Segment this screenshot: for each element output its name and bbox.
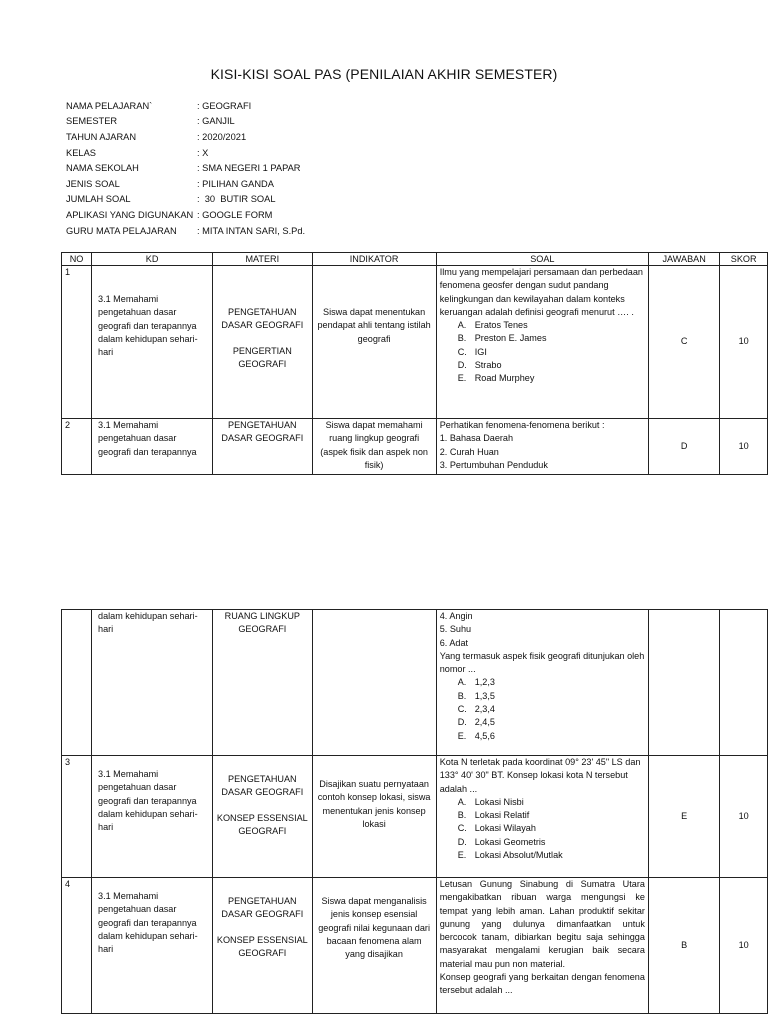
cell-jawaban — [648, 610, 719, 756]
option-item — [458, 822, 645, 835]
cell-skor: 10 — [720, 266, 768, 419]
cell-jawaban: C — [648, 266, 719, 419]
cell-soal — [436, 756, 648, 878]
option-text: Road Murphey — [474, 373, 535, 384]
kd-text: 3.1 Memahami pengetahuan dasar geografi dan terapannya — [98, 420, 197, 457]
cell-no: 4 — [62, 878, 92, 1014]
info-row — [66, 145, 305, 161]
info-label: NAMA PELAJARAN` — [66, 100, 153, 111]
option-letter: D. — [457, 717, 467, 728]
cell-kd — [92, 266, 213, 419]
cell-skor: 10 — [720, 756, 768, 878]
table-header-row — [62, 253, 768, 266]
cell-materi — [213, 419, 312, 475]
cell-kd — [92, 419, 213, 475]
option-item — [458, 796, 645, 809]
soal-question: Konsep geografi yang berkaitan dengan fenomena tersebut adalah ... — [439, 972, 645, 996]
info-row — [66, 160, 305, 176]
option-letter: B. — [457, 333, 467, 344]
info-row — [66, 192, 305, 208]
indikator-text: Disajikan suatu pernyataan contoh konsep lokasi, siswa menentukan jenis konsep lokasi — [317, 779, 431, 829]
materi-secondary: PENGERTIAN GEOGRAFI — [232, 345, 292, 369]
cell-indikator — [312, 266, 436, 419]
info-value: : GANJIL — [197, 116, 235, 127]
info-row — [66, 129, 305, 145]
header-soal: SOAL — [436, 253, 648, 266]
info-value: : MITA INTAN SARI, S.Pd. — [197, 225, 306, 236]
option-text: 1,3,5 — [474, 690, 495, 701]
soal-line: 4. Angin — [439, 611, 473, 621]
option-item — [458, 716, 645, 729]
table-row — [62, 756, 768, 878]
option-text: Preston E. James — [474, 333, 547, 344]
info-label: JUMLAH SOAL — [66, 194, 131, 205]
option-letter: E. — [457, 850, 467, 861]
info-value: : GEOGRAFI — [197, 100, 252, 111]
soal-line: Perhatikan fenomena-fenomena berikut : — [439, 420, 605, 430]
materi-primary: PENGETAHUAN DASAR GEOGRAFI — [221, 896, 304, 920]
option-text: IGI — [474, 346, 487, 357]
cell-materi — [213, 610, 312, 756]
info-value: : 30 BUTIR SOAL — [197, 194, 276, 205]
identity-block — [66, 98, 305, 238]
cell-soal — [436, 610, 648, 756]
cell-kd — [92, 878, 213, 1014]
soal-stem: Ilmu yang mempelajari persamaan dan perbedaan fenomena geosfer dengan sudut pandang kelingkungan dan kewilayahan dalam konteks keruangan adalah definisi geografi menurut …. . — [439, 267, 643, 317]
option-letter: A. — [457, 677, 467, 688]
info-label: APLIKASI YANG DIGUNAKAN — [66, 209, 194, 220]
option-item — [458, 690, 645, 703]
option-item — [458, 319, 645, 332]
indikator-text: Siswa dapat menentukan pendapat ahli tentang istilah geografi — [317, 307, 431, 344]
cell-materi — [213, 756, 312, 878]
option-text: Lokasi Nisbi — [474, 796, 524, 807]
option-item — [458, 332, 645, 345]
header-jawaban: JAWABAN — [648, 253, 719, 266]
option-text: 4,5,6 — [474, 730, 495, 741]
option-letter: A. — [457, 320, 467, 331]
kd-text: 3.1 Memahami pengetahuan dasar geografi dan terapannya dalam kehidupan sehari-hari — [98, 769, 198, 833]
option-text: 1,2,3 — [474, 677, 495, 688]
header-materi: MATERI — [213, 253, 312, 266]
info-value: : X — [197, 147, 209, 158]
option-text: 2,3,4 — [474, 704, 495, 715]
cell-no: 1 — [62, 266, 92, 419]
option-item — [458, 849, 645, 862]
cell-soal — [436, 878, 648, 1014]
kd-text: 3.1 Memahami pengetahuan dasar geografi dan terapannya dalam kehidupan sehari-hari — [98, 294, 198, 358]
option-text: Lokasi Relatif — [474, 810, 530, 821]
info-label: NAMA SEKOLAH — [66, 163, 139, 174]
info-label: JENIS SOAL — [66, 178, 120, 189]
info-row — [66, 223, 305, 239]
option-item — [458, 703, 645, 716]
materi-primary: PENGETAHUAN DASAR GEOGRAFI — [221, 307, 304, 331]
option-letter: D. — [457, 360, 467, 371]
cell-soal — [436, 266, 648, 419]
option-list — [440, 319, 645, 385]
table-row — [62, 266, 768, 419]
option-letter: C. — [457, 704, 467, 715]
soal-stem: Kota N terletak pada koordinat 09° 23' 45" LS dan 133° 40' 30" BT. Konsep lokasi kota N tersebut adalah ... — [439, 757, 641, 794]
info-label: TAHUN AJARAN — [66, 131, 137, 142]
option-letter: A. — [457, 796, 467, 807]
soal-line: 1. Bahasa Daerah — [439, 433, 514, 444]
cell-skor — [720, 610, 768, 756]
info-value: : SMA NEGERI 1 PAPAR — [197, 163, 301, 174]
option-letter: C. — [457, 346, 467, 357]
soal-line: 2. Curah Huan — [439, 446, 499, 457]
option-letter: B. — [457, 810, 467, 821]
cell-skor: 10 — [720, 878, 768, 1014]
header-skor: SKOR — [720, 253, 768, 266]
materi-primary: PENGETAHUAN DASAR GEOGRAFI — [221, 420, 304, 444]
info-label: KELAS — [66, 147, 96, 158]
option-text: Lokasi Geometris — [474, 836, 546, 847]
soal-stem: Letusan Gunung Sinabung di Sumatra Utara mengakibatkan ribuan warga mengungsi ke tempat yang lebih aman. Lahan produktif sekitar gunung yang dulunya dimanfaatkan untuk bercocok tanam, dibiarkan begitu saja sehingga masyarakat mengalami kerugian baik secara material mau pun non material. — [439, 879, 645, 969]
cell-kd — [92, 756, 213, 878]
option-letter: B. — [457, 690, 467, 701]
cell-no: 3 — [62, 756, 92, 878]
indikator-text: Siswa dapat memahami ruang lingkup geografi (aspek fisik dan aspek non fisik) — [320, 420, 428, 470]
cell-skor: 10 — [720, 419, 768, 475]
cell-no — [62, 610, 92, 756]
option-item — [458, 346, 645, 359]
option-item — [458, 359, 645, 372]
option-item — [458, 809, 645, 822]
option-letter: D. — [457, 836, 467, 847]
header-kd: KD — [92, 253, 213, 266]
option-letter: E. — [457, 730, 467, 741]
option-item — [458, 372, 645, 385]
materi-secondary: RUANG LINGKUP GEOGRAFI — [224, 611, 300, 635]
header-no: NO — [62, 253, 92, 266]
page-title: KISI-KISI SOAL PAS (PENILAIAN AKHIR SEMESTER) — [210, 66, 558, 82]
info-row — [66, 176, 305, 192]
kd-text: dalam kehidupan sehari-hari — [98, 611, 198, 635]
materi-secondary: KONSEP ESSENSIAL GEOGRAFI — [216, 812, 308, 836]
soal-line: Yang termasuk aspek fisik geografi ditunjukan oleh nomor ... — [439, 650, 645, 675]
cell-indikator — [312, 878, 436, 1014]
table-row — [62, 610, 768, 756]
soal-line: 6. Adat — [439, 637, 469, 648]
info-value: : GOOGLE FORM — [197, 209, 273, 220]
indikator-text: Siswa dapat menganalisis jenis konsep esensial geografi nilai kegunaan dari bacaan fenomena alam yang disajikan — [318, 896, 430, 960]
info-value: : PILIHAN GANDA — [197, 178, 274, 189]
question-grid-table-continued — [61, 609, 768, 1014]
option-item — [458, 676, 645, 689]
cell-soal — [436, 419, 648, 475]
option-text: Strabo — [474, 360, 502, 371]
info-row — [66, 207, 305, 223]
option-letter: C. — [457, 823, 467, 834]
info-label: SEMESTER — [66, 116, 118, 127]
option-text: Lokasi Absolut/Mutlak — [474, 850, 563, 861]
header-indikator: INDIKATOR — [312, 253, 436, 266]
cell-jawaban: D — [648, 419, 719, 475]
question-grid-table — [61, 252, 768, 475]
cell-kd — [92, 610, 213, 756]
materi-secondary: KONSEP ESSENSIAL GEOGRAFI — [216, 934, 308, 958]
table-row — [62, 878, 768, 1014]
option-text: Eratos Tenes — [474, 320, 528, 331]
cell-jawaban: B — [648, 878, 719, 1014]
kd-text: 3.1 Memahami pengetahuan dasar geografi dan terapannya dalam kehidupan sehari-hari — [98, 891, 198, 955]
cell-materi — [213, 878, 312, 1014]
cell-indikator — [312, 610, 436, 756]
info-row — [66, 98, 305, 114]
cell-jawaban: E — [648, 756, 719, 878]
option-item — [458, 730, 645, 743]
soal-line: 5. Suhu — [439, 624, 472, 635]
cell-indikator — [312, 419, 436, 475]
option-list — [440, 796, 645, 862]
option-letter: E. — [457, 373, 467, 384]
cell-indikator — [312, 756, 436, 878]
option-text: Lokasi Wilayah — [474, 823, 536, 834]
info-label: GURU MATA PELAJARAN — [66, 225, 177, 236]
option-text: 2,4,5 — [474, 717, 495, 728]
materi-primary: PENGETAHUAN DASAR GEOGRAFI — [221, 774, 304, 798]
soal-line: 3. Pertumbuhan Penduduk — [439, 459, 548, 470]
option-list — [440, 676, 645, 742]
info-row — [66, 114, 305, 130]
option-item — [458, 836, 645, 849]
cell-materi — [213, 266, 312, 419]
table-row — [62, 419, 768, 475]
cell-no: 2 — [62, 419, 92, 475]
info-value: : 2020/2021 — [197, 131, 247, 142]
